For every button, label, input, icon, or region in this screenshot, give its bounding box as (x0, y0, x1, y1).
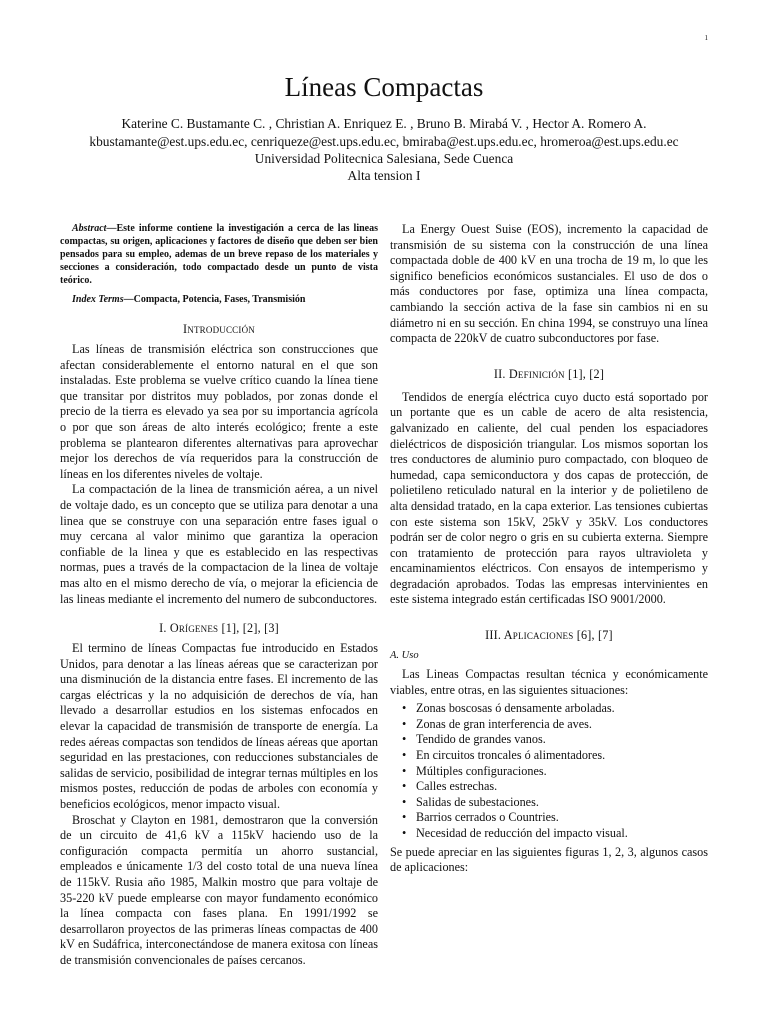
intro-heading: Introducción (183, 322, 255, 336)
intro-paragraph-1: Las líneas de transmisión eléctrica son construcciones que afectan considerablemente el entorno natural en el que son instaladas. Este problema se vuelve crítico cuando la línea tiene que transitar por distritos muy poblados, por zonas donde el precio de la tierra es elevado ya sea por su importancia agrícola o por que son áreas de alto interés ecológico; frente a este problema se plantearon diferentes alternativas para aprovechar mejor los derechos de vía requeridos para la construcción de líneas en los diferentes niveles de voltaje. (60, 342, 378, 481)
author-list: Katerine C. Bustamante C. , Christian A. Enriquez E. , Bruno B. Mirabá V. , Hector A. Romero A. (121, 116, 647, 131)
course-name: Alta tension I (347, 168, 421, 183)
abstract-text: —Este informe contiene la investigación a cerca de las lineas compactas, su origen, aplicaciones y factores de diseño que deben ser bien pensados para su empleo, ademas de un breve repaso de los materiales y secciones a consideración, todo compactado desde un punto de vista teórico. (60, 223, 378, 286)
section-1-paragraph-1: El termino de líneas Compactas fue introducido en Estados Unidos, para denotar a las líneas aéreas que se caracterizan por una disminución de la distancia entre fases. El incremento de las cargas eléctricas y la no adquisición de derechos de vía, han llevado a desarrollar estudios en los sistemas enfocados en elevar la capacidad de transmisión de transporte de energía. La redes aéreas compactas son tendidos de líneas aéreas que aportan seguridad en las prestaciones, con reducciones substanciales de salidas de servicio, posibilidad de integrar ternas múltiples en los mismos postes, reducción de podas de arboles con economía y beneficios ecológicos, menor impacto visual. (60, 641, 378, 812)
right-column (390, 222, 708, 876)
author-emails: kbustamante@est.ups.edu.ec, cenriqueze@est.ups.edu.ec, bmiraba@est.ups.edu.ec, hromeroa@est.ups.edu.ec (89, 134, 679, 149)
list-item: • Múltiples configuraciones. (402, 763, 547, 778)
list-item: • Zonas boscosas ó densamente arboladas. (402, 701, 615, 716)
list-item: • Barrios cerrados o Countries. (402, 810, 559, 825)
section-1-paragraph-2: Broschat y Clayton en 1981, demostraron que la conversión de un circuito de 41,6 kV a 115kV haciendo uso de la configuración compacta permitía un ahorro sustancial, empleados e únicamente 1/3 del costo total de una nueva línea de 115kV. Rusia año 1985, Malkin mostro que para voltaje de 35-220 kV puede emplearse con mayor fundamento económico la línea compacta con fases plana. En 1991/1992 se desarrollaron proyectos de las primeras líneas compactas de 400 kV en Sudáfrica, interconectándose de manera exitosa con líneas de transmisión convencionales de países cercanos. (60, 812, 378, 967)
list-item: • Salidas de subestaciones. (402, 794, 539, 809)
page-number: 1 (704, 34, 708, 42)
paper-title: Líneas Compactas (284, 72, 484, 102)
list-item: • En circuitos troncales ó alimentadores. (402, 748, 606, 763)
section-1-paragraph-3: La Energy Ouest Suise (EOS), incremento la capacidad de transmisión de su sistema con la construcción de una línea compactada doble de 400 kV en una trocha de 19 m, lo que les significo beneficios económicos sustanciales. El uso de dos o más conductores por fase, optimiza una línea compacta, cambiando la sección activa de la fase sin cambios ni en su diámetro ni en su sección. En china 1994, se construyo una línea compacta de 220kV de cuatro subconductores por fase. (390, 222, 708, 346)
section-3-paragraph-2: Se puede apreciar en las siguientes figuras 1, 2, 3, algunos casos de aplicaciones: (390, 844, 708, 875)
applications-list (390, 701, 708, 841)
section-2-heading: II. Definición [1], [2] (493, 366, 605, 381)
index-terms-text: —Compacta, Potencia, Fases, Transmisión (123, 294, 306, 305)
section-3-paragraph-1: Las Lineas Compactas resultan técnica y económicamente viables, entre otras, en las siguientes situaciones: (390, 667, 708, 697)
section-2-paragraph-1: Tendidos de energía eléctrica cuyo ducto está soportado por un portante que es un cable de acero de alta resistencia, galvanizado en caliente, del cual penden los espaciadores dieléctricos de disposición triangular. Los mismos soportan los tres conductores de aluminio puro compactado, con bloqueo de humedad, capa semiconductora y dos capas de protección, de polietileno reticulado natural en la interior y de polietileno de alta densidad tratado, en la capa exterior. Las tensiones cubiertas con este sistema son 15kV, 25kV y 35kV. Los conductores podrán ser de color negro o gris en su cubierta externa. Siempre con tratamiento de protección para rayos ultravioleta y encaminamientos eléctricos. Con ensayos de intemperismo y degradación aprobados. Todas las empresas intervinientes en este sistema integrado están certificadas ISO 9001/2000. (390, 389, 708, 607)
list-item: • Tendido de grandes vanos. (402, 732, 546, 747)
subsection-uso: A. Uso (390, 650, 419, 662)
abstract-label: Abstract (72, 223, 107, 234)
affiliation: Universidad Politecnica Salesiana, Sede Cuenca (254, 151, 514, 166)
section-3-heading: III. Aplicaciones [6], [7] (485, 628, 613, 643)
intro-paragraph-2: La compactación de la linea de transmición aérea, a un nivel de voltaje dado, es un concepto que se utiliza para denotar a una linea que se construye con una separación entre fases igual o muy cercana al valor minimo que garantiza la operacion confiable de la linea y que es establecido en las respectivas normas, pues a través de la compactacion de la linea de voltaje mas alto en el mismo derecho de vía, o mejorar la eficiencia de las lineas mediante el incremento del numero de subconductores. (60, 482, 378, 606)
list-item: • Zonas de gran interferencia de aves. (402, 716, 592, 731)
left-column (60, 222, 378, 969)
list-item: • Calles estrechas. (402, 779, 498, 794)
section-1-heading: I. Orígenes [1], [2], [3] (159, 621, 279, 636)
index-terms (60, 293, 378, 306)
index-terms-label: Index Terms (72, 294, 124, 305)
abstract (60, 222, 378, 287)
list-item: • Necesidad de reducción del impacto visual. (402, 826, 628, 840)
